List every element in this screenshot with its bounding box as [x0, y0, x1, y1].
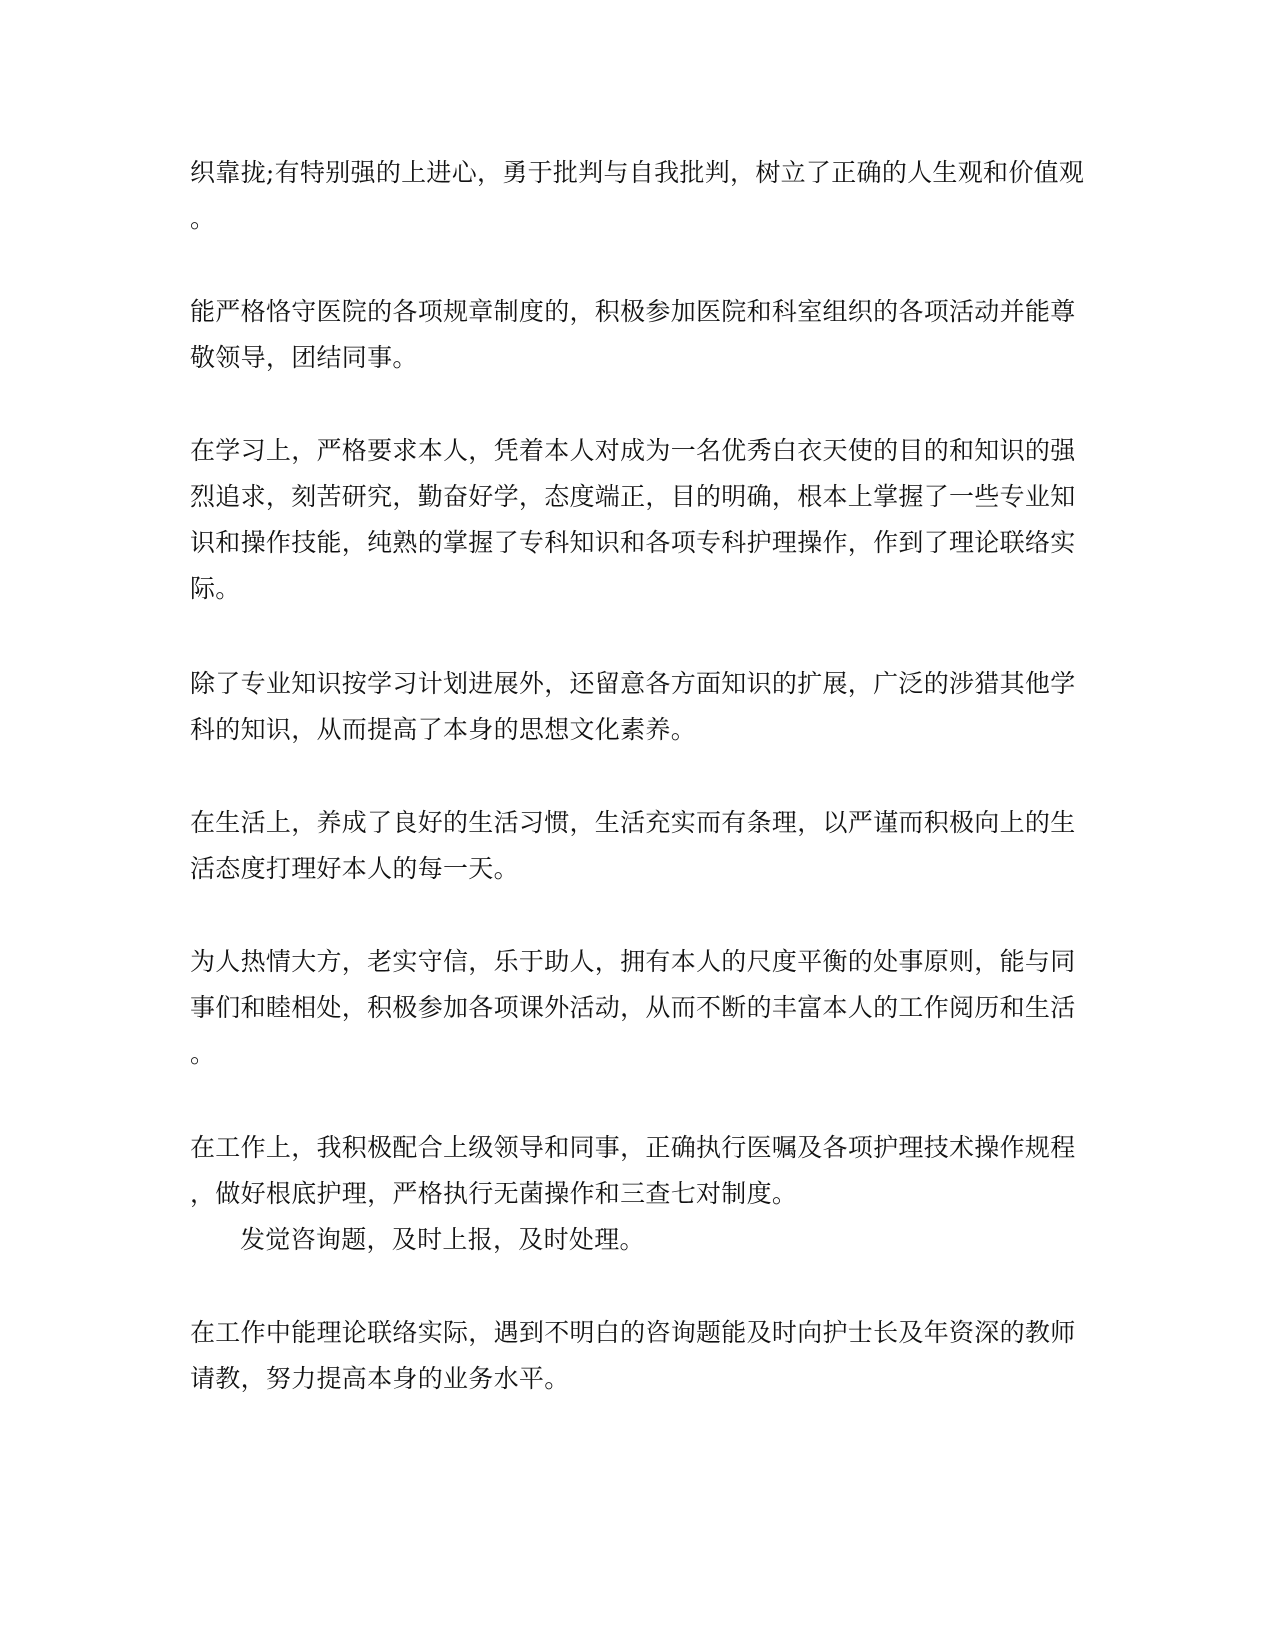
paragraph-line: 活态度打理好本人的每一天。 — [190, 854, 519, 883]
paragraph-line: ，做好根底护理，严格执行无菌操作和三查七对制度。 — [190, 1179, 798, 1208]
paragraph-line: 除了专业知识按学习计划进展外，还留意各方面知识的扩展，广泛的涉猎其他学 — [190, 669, 1076, 698]
paragraph-line: 请教，努力提高本身的业务水平。 — [190, 1364, 570, 1393]
paragraph-line: 在工作上，我积极配合上级领导和同事，正确执行医嘱及各项护理技术操作规程 — [190, 1133, 1076, 1162]
paragraph-line: 敬领导，团结同事。 — [190, 343, 418, 372]
paragraph-line: 事们和睦相处，积极参加各项课外活动，从而不断的丰富本人的工作阅历和生活 — [190, 993, 1076, 1022]
paragraph-line: 在学习上，严格要求本人，凭着本人对成为一名优秀白衣天使的目的和知识的强 — [190, 436, 1076, 465]
paragraph-line: 科的知识，从而提高了本身的思想文化素养。 — [190, 715, 697, 744]
paragraph-line: 识和操作技能，纯熟的掌握了专科知识和各项专科护理操作，作到了理论联络实 — [190, 528, 1076, 557]
paragraph-line: 在工作中能理论联络实际，遇到不明白的咨询题能及时向护士长及年资深的教师 — [190, 1318, 1076, 1347]
paragraph-line: 。 — [190, 1039, 216, 1068]
paragraph-line: 发觉咨询题，及时上报，及时处理。 — [240, 1225, 645, 1254]
paragraph-line: 能严格恪守医院的各项规章制度的，积极参加医院和科室组织的各项活动并能尊 — [190, 297, 1076, 326]
paragraph-line: 烈追求，刻苦研究，勤奋好学，态度端正，目的明确，根本上掌握了一些专业知 — [190, 482, 1076, 511]
paragraph-line: 际。 — [190, 574, 241, 603]
paragraph-line: 织靠拢;有特别强的上进心，勇于批判与自我批判，树立了正确的人生观和价值观 — [190, 158, 1085, 187]
paragraph-line: 为人热情大方，老实守信，乐于助人，拥有本人的尺度平衡的处事原则，能与同 — [190, 947, 1076, 976]
paragraph-line: 在生活上，养成了良好的生活习惯，生活充实而有条理，以严谨而积极向上的生 — [190, 808, 1076, 837]
paragraph-line: 。 — [190, 204, 216, 233]
